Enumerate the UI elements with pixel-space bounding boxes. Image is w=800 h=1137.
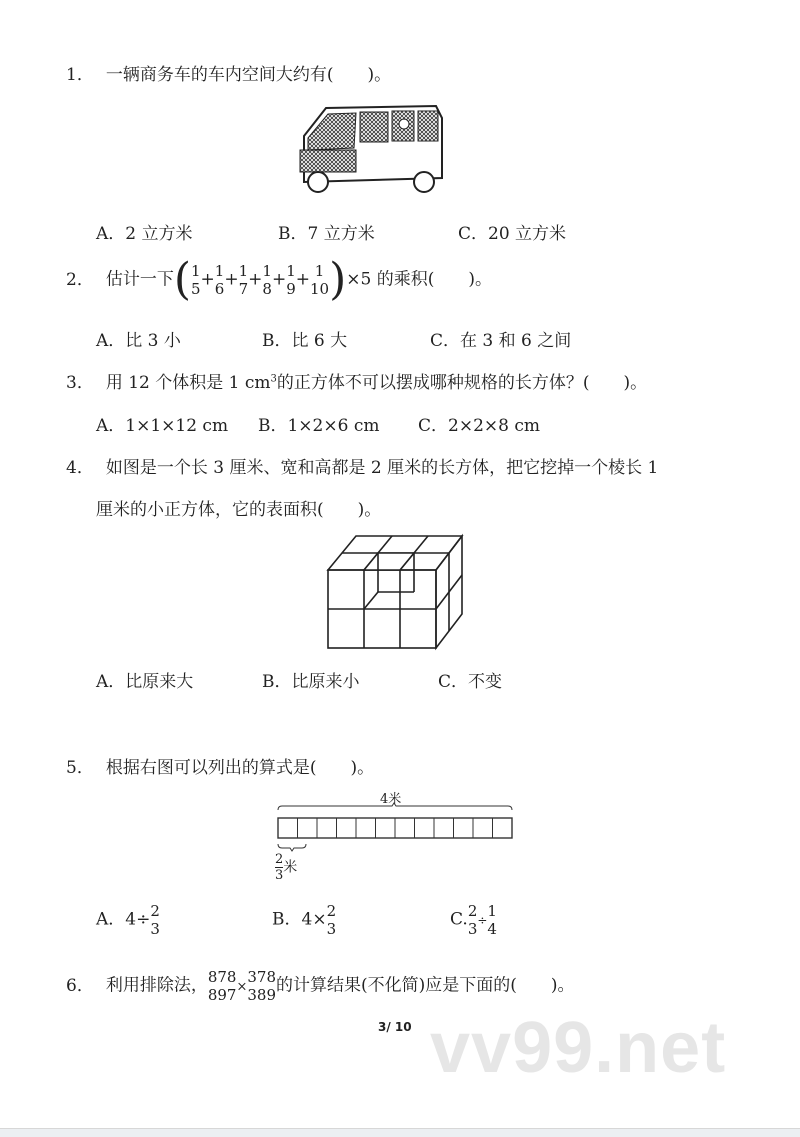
fraction: 1 7 (238, 262, 249, 298)
fraction: 378 389 (247, 968, 277, 1004)
fraction: 878 897 (207, 968, 237, 1004)
times: × (236, 979, 248, 995)
q2-option-a: A．比 3 小 (96, 331, 181, 351)
question-number: 3． (66, 373, 94, 393)
q3-option-c: C．2×2×8 cm (418, 416, 540, 436)
cuboid-figure (326, 532, 466, 652)
right-paren: ) (329, 254, 347, 305)
q3-option-a: A．1×1×12 cm (96, 416, 229, 436)
question-number: 1． (66, 65, 94, 85)
question-text: 的计算结果(不化简)应是下面的( )。 (276, 975, 575, 996)
plus: + (248, 269, 263, 290)
question-5 (66, 753, 374, 778)
watermark: vv99.net (430, 1008, 727, 1088)
question-1 (66, 60, 391, 85)
question-text: 如图是一个长 3 厘米、宽和高都是 2 厘米的长方体，把它挖掉一个棱长 1 (105, 458, 659, 478)
fraction: 1 8 (262, 262, 272, 298)
segment-bar-diagram (276, 800, 516, 860)
question-text: 一辆商务车的车内空间大约有( )。 (105, 65, 392, 85)
fraction: 1 5 (191, 262, 201, 298)
total-length-label: 4米 (380, 792, 402, 807)
van-illustration (296, 98, 446, 198)
part-length-label: $\frac{2}{3}$ 米 (275, 852, 298, 883)
question-text: ×5 的乘积( )。 (346, 269, 492, 290)
q1-option-a: A．2 立方米 (96, 224, 193, 244)
question-text: 的正方体不可以摆成哪种规格的长方体？( )。 (276, 373, 648, 393)
question-text: 用 12 个体积是 1 cm (105, 373, 271, 393)
q5-option-c: C. 2 3 ÷ 1 4 (450, 902, 497, 938)
q1-option-b: B．7 立方米 (278, 224, 375, 244)
q1-option-c: C．20 立方米 (458, 224, 567, 244)
fraction: 1 6 (214, 262, 225, 298)
q4-option-a: A．比原来大 (96, 672, 194, 692)
question-text-line2: 厘米的小正方体，它的表面积( )。 (96, 500, 382, 520)
question-6 (66, 968, 575, 1004)
question-text: 利用排除法， (105, 975, 208, 996)
question-number: 4． (66, 458, 94, 478)
q2-option-b: B．比 6 大 (262, 331, 348, 351)
question-4 (66, 453, 658, 478)
q5-option-a: A．4÷ 2 3 (96, 902, 160, 938)
page-number: 3/ 10 (378, 1020, 412, 1034)
q4-option-c: C．不变 (438, 672, 503, 692)
question-text: 根据右图可以列出的算式是( )。 (105, 758, 375, 778)
q3-option-b: B．1×2×6 cm (258, 416, 380, 436)
q2-option-c: C．在 3 和 6 之间 (430, 331, 572, 351)
q5-option-b: B．4× 2 3 (272, 902, 337, 938)
plus: + (271, 269, 287, 290)
fraction: 1 9 (286, 262, 296, 298)
question-text: 估计一下 (105, 269, 174, 290)
question-number: 2． (66, 269, 94, 290)
question-number: 6． (66, 975, 94, 996)
plus: + (295, 269, 310, 290)
fraction: 1 10 (309, 262, 330, 298)
question-3 (66, 368, 647, 393)
question-number: 5． (66, 758, 94, 778)
plus: + (224, 269, 239, 290)
question-2 (66, 254, 492, 305)
left-paren: ( (173, 254, 191, 305)
q4-option-b: B．比原来小 (262, 672, 360, 692)
bottom-divider (0, 1128, 800, 1137)
superscript: 3 (270, 373, 277, 385)
plus: + (200, 269, 215, 290)
